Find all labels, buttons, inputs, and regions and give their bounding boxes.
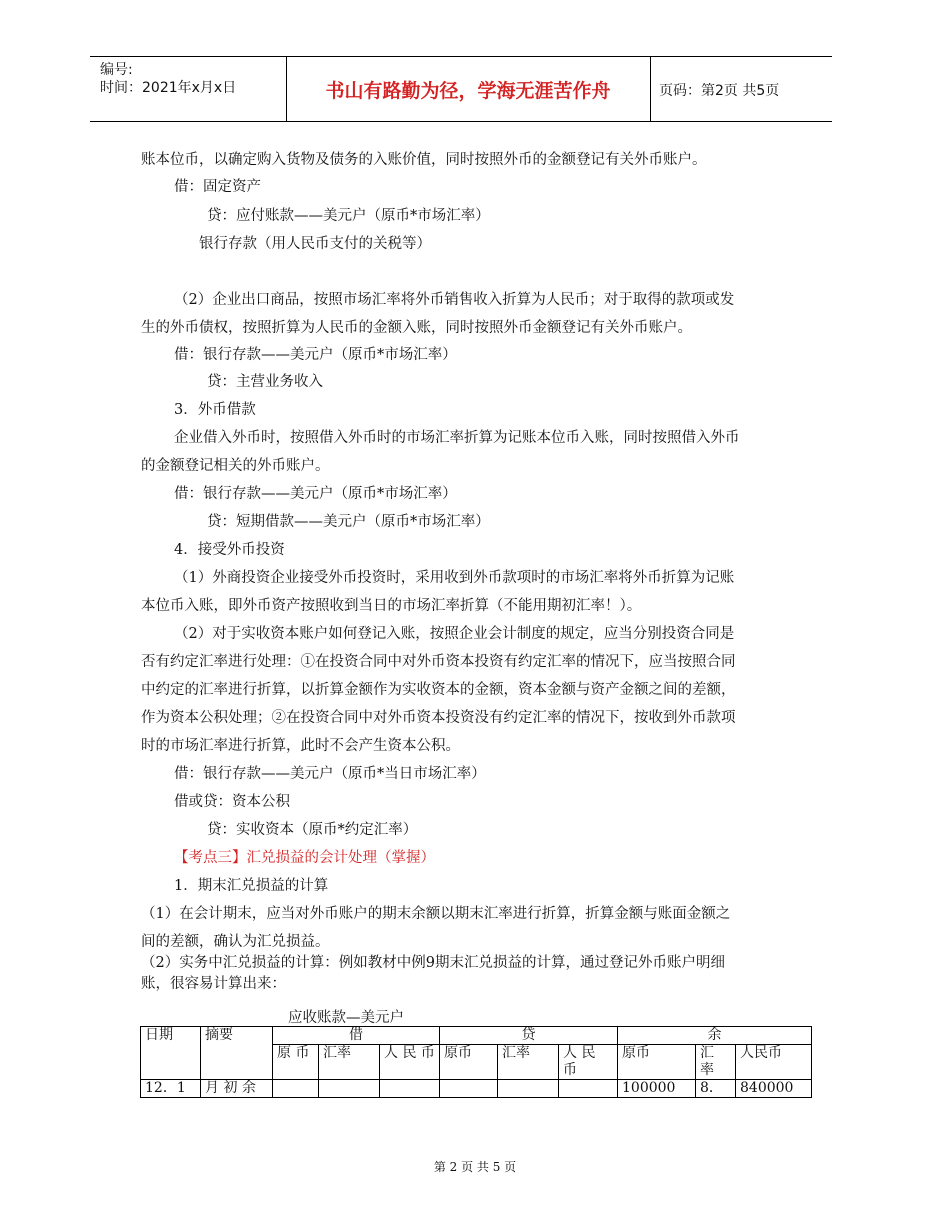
row-credit-original: [440, 1080, 498, 1098]
ledger-table: [140, 1026, 812, 1098]
balance-group-header: 余: [618, 1027, 812, 1045]
body-line: 账本位币，以确定购入货物及债务的入账价值，同时按照外币的金额登记有关外币账户。: [141, 152, 707, 168]
body-line: 贷：短期借款——美元户（原币*市场汇率）: [207, 514, 490, 530]
debit-group-header: 借: [273, 1027, 440, 1045]
row-balance-original: 100000: [618, 1080, 696, 1098]
debit-rmb-header: 人 民 币: [380, 1045, 440, 1080]
body-line: 作为资本公积处理；②在投资合同中对外币资本投资没有约定汇率的情况下，按收到外币款项: [141, 710, 736, 726]
header-bottom-rule: [90, 121, 832, 122]
row-summary: 月 初 余: [201, 1080, 273, 1098]
body-line: 借：固定资产: [174, 179, 261, 195]
debit-rate-header: 汇率: [319, 1045, 380, 1080]
body-line: 本位币入账，即外币资产按照收到当日的市场汇率折算（不能用期初汇率！）。: [141, 598, 642, 614]
row-credit-rate: [498, 1080, 559, 1098]
header-divider-right: [650, 57, 651, 121]
credit-original-header: 原币: [440, 1045, 498, 1080]
row-debit-rmb: [380, 1080, 440, 1098]
row-date: 12．1: [141, 1080, 201, 1098]
body-line: 3．外币借款: [174, 402, 256, 418]
body-line: （2）企业出口商品，按照市场汇率将外币销售收入折算为人民币；对于取得的款项或发: [174, 292, 735, 308]
balance-rmb-header: 人民币: [736, 1045, 812, 1080]
body-line: 否有约定汇率进行处理：①在投资合同中对外币资本投资有约定汇率的情况下，应当按照合同: [141, 654, 736, 670]
body-line: 借：银行存款——美元户（原币*当日市场汇率）: [174, 766, 486, 782]
balance-rate-header: 汇 率: [696, 1045, 736, 1080]
document-number-label: 编号:: [100, 62, 133, 78]
body-line: 贷：实收资本（原币*约定汇率）: [207, 822, 418, 838]
row-credit-rmb: [559, 1080, 618, 1098]
page-indicator: 页码：第2页 共5页: [659, 83, 780, 99]
body-line: 贷：主营业务收入: [207, 374, 323, 390]
body-line: 银行存款（用人民币支付的关税等）: [199, 236, 431, 252]
body-line: 借：银行存款——美元户（原币*市场汇率）: [174, 347, 457, 363]
body-line: 借：银行存款——美元户（原币*市场汇率）: [174, 486, 457, 502]
row-balance-rmb: 840000: [736, 1080, 812, 1098]
body-line: 生的外币债权，按照折算为人民币的金额入账，同时按照外币金额登记有关外币账户。: [141, 320, 692, 336]
header-top-rule: [90, 56, 832, 57]
body-line: （2）对于实收资本账户如何登记入账，按照企业会计制度的规定，应当分别投资合同是: [174, 626, 735, 642]
body-line: 间的差额，确认为汇兑损益。: [141, 934, 330, 950]
ledger-title: 应收账款—美元户: [288, 1010, 404, 1026]
credit-rmb-header: 人 民 币: [559, 1045, 618, 1080]
debit-original-header: 原 币: [273, 1045, 319, 1080]
col-date-header: 日期: [141, 1027, 201, 1080]
row-debit-original: [273, 1080, 319, 1098]
ledger-header-row: [141, 1027, 812, 1045]
body-line: 借或贷：资本公积: [174, 794, 290, 810]
col-summary-header: 摘要: [201, 1027, 273, 1080]
credit-rate-header: 汇率: [498, 1045, 559, 1080]
body-line: 账，很容易计算出来：: [141, 976, 286, 992]
row-balance-rate: 8．: [696, 1080, 736, 1098]
section-heading: 【考点三】汇兑损益的会计处理（掌握）: [174, 850, 435, 866]
header-motto: 书山有路勤为径，学海无涯苦作舟: [325, 80, 611, 102]
body-line: 的金额登记相关的外币账户。: [141, 458, 330, 474]
body-line: 4．接受外币投资: [174, 542, 285, 558]
body-line: 企业借入外币时，按照借入外币时的市场汇率折算为记账本位币入账，同时按照借入外币: [174, 430, 740, 446]
body-line: 1．期末汇兑损益的计算: [174, 878, 329, 894]
body-line: （1）在会计期末，应当对外币账户的期末余额以期末汇率进行折算，折算金额与账面金额之: [141, 906, 731, 922]
document-time-label: 时间：2021年x月x日: [100, 80, 237, 96]
body-line: 贷：应付账款——美元户（原币*市场汇率）: [207, 208, 490, 224]
page-footer: 第 2 页 共 5 页: [433, 1160, 517, 1174]
credit-group-header: 贷: [440, 1027, 618, 1045]
row-debit-rate: [319, 1080, 380, 1098]
body-line: 时的市场汇率进行折算，此时不会产生资本公积。: [141, 738, 460, 754]
table-row: [141, 1080, 812, 1098]
body-line: （1）外商投资企业接受外币投资时，采用收到外币款项时的市场汇率将外币折算为记账: [174, 570, 735, 586]
body-line: （2）实务中汇兑损益的计算：例如教材中例9期末汇兑损益的计算，通过登记外币账户明细: [141, 955, 725, 971]
balance-original-header: 原币: [618, 1045, 696, 1080]
body-line: 中约定的汇率进行折算，以折算金额作为实收资本的金额，资本金额与资产金额之间的差额，: [141, 682, 736, 698]
